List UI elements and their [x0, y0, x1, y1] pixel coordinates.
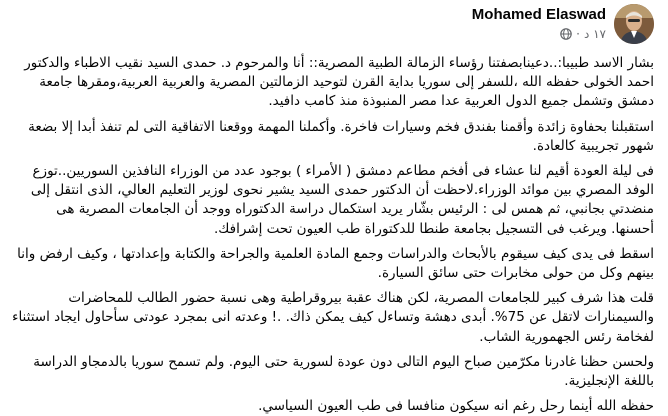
post-body [12, 54, 654, 416]
post-header [12, 4, 654, 44]
author-name[interactable]: Mohamed Elaswad [471, 6, 606, 23]
post-paragraph: فى ليلة العودة أقيم لنا عشاء فى أفخم مطاعم دمشق ( الأمراء ) بوجود عدد من الوزراء النافذين السوريين..توزع الوفد المصري بين موائد الوزراء.لاحظت أن الدكتور حمدى السيد يشير نحوى لوزير التعليم العالي، الذى انتقل إلى منضدتي بجانبي، ثم همس لى : الرئيس بشّار يريد استكمال دراسة الدكتوراه ووجد أن الجامعات المصرية هى أحسنها. ويرغب فى التسجيل بجامعة طنطا للدكتوراة طب العيون تحت إشرافك. [30, 163, 654, 237]
post-subline [472, 26, 606, 42]
post-paragraph: قلت هذا شرف كبير للجامعات المصرية، لكن هناك عقبة بيروقراطية وهى نسبة حضور الطالب للمحاضرات والسيمنارات لاتقل عن 75%. أبدى دهشة وتساءل كيف يمكن ذاك. .! وعدته انى بمجرد عودتى سأحاول ايجاد استثناء لفخامة رئس الجهمورية الشاب. [12, 290, 654, 345]
post-timestamp[interactable]: ١٧ د [583, 27, 606, 41]
post-meta [472, 6, 606, 42]
post-paragraph: ولحسن حظنا غادرنا مكرّمين صباح اليوم التالى دون عودة لسورية حتى اليوم. ولم تسمح سوريا بالدمجاو الدراسة باللغة الإنجليزية. [33, 353, 654, 390]
post-paragraph: استقبلنا بحفاوة زائدة وأقمنا بفندق فخم وسيارات فاخرة. وأكملنا المهمة ووقعنا الاتفاقية التى لم تنفذ أبدا إلا بضعة شهور تجريبية كالعادة. [28, 118, 654, 154]
post-paragraph: حفظه الله أينما رحل رغم انه سيكون منافسا فى طب العيون السياسي. [258, 398, 654, 415]
post-paragraph: بشار الاسد طبيبا:..دعينابصفتنا رؤساء الزمالة الطبية المصرية:: أنا والمرحوم د. حمدى السيد نقيب الاطباء والدكتور احمد الخولى حفظه الله ،للسفر إلى سوريا بداية القرن لتوحيد الزمالتين المصرية والعربية العربية،ومقرها جامعة دمشق وتشمل جميع الدول العربية عدا مصر المنبوذة منذ كامب دافيد. [24, 55, 654, 110]
avatar[interactable] [614, 4, 654, 44]
separator-dot: · [576, 27, 580, 41]
post-paragraph: اسقط فى يدى كيف سيقوم بالأبحاث والدراسات وجمع المادة العلمية والجراحة والكتابة وإعدادتها ، وكيف ارفض وانا بينهم وكل من حولى مخابرات حتى سائق السيارة. [17, 245, 654, 282]
globe-icon[interactable] [560, 28, 572, 40]
